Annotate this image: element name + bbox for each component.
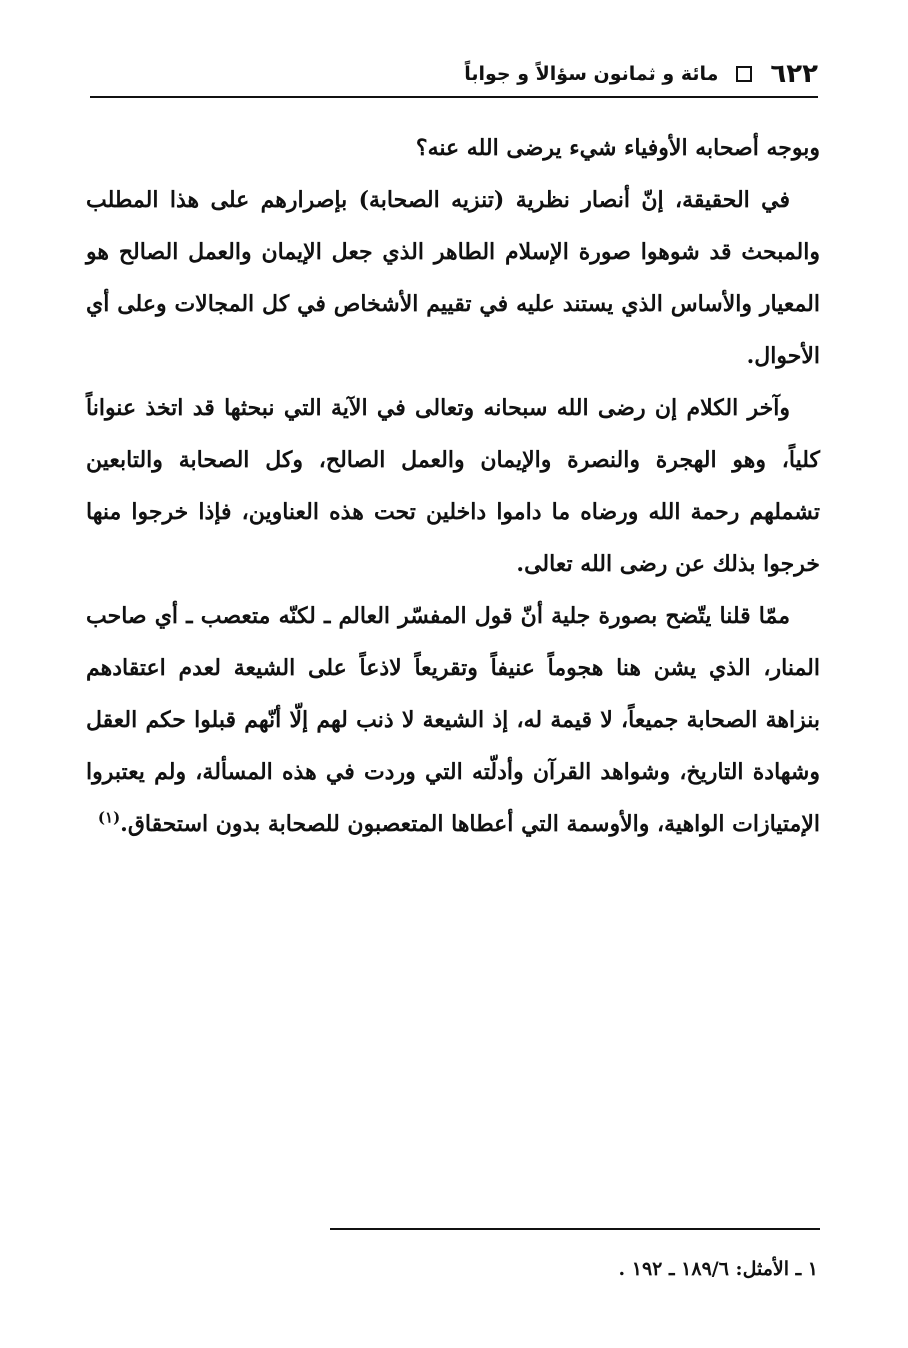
main-text — [86, 122, 820, 850]
footnote-divider — [330, 1228, 820, 1230]
page-number: ٦٢٢ — [770, 59, 818, 89]
paragraph-4-text: ممّا قلنا يتّضح بصورة جلية أنّ قول المفسّر العالم ـ لكنّه متعصب ـ أي صاحب المنار، الذي يشن هنا هجوماً عنيفاً وتقريعاً لاذعاً على الشيعة لعدم اعتقادهم بنزاهة الصحابة جميعاً، لا قيمة له، إذ الشيعة لا ذنب لهم إلّا أنّهم قبلوا حكم العقل وشهادة التاريخ، وشواهد القرآن وأدلّته التي وردت في هذه المسألة، ولم يعتبروا الإمتيازات الواهية، والأوسمة التي أعطاها المتعصبون للصحابة بدون استحقاق. — [86, 603, 820, 837]
square-box-icon — [736, 66, 752, 82]
footnote: ١ ـ الأمثل: ١٨٩/٦ ـ ١٩٢ . — [618, 1258, 818, 1280]
footnote-reference[interactable]: (١) — [97, 808, 121, 827]
header-divider — [90, 96, 818, 98]
running-header — [90, 54, 818, 94]
paragraph-4 — [86, 590, 820, 850]
paragraph-2: في الحقيقة، إنّ أنصار نظرية (تنزيه الصحابة) بإصرارهم على هذا المطلب والمبحث قد شوهوا صورة الإسلام الطاهر الذي جعل الإيمان والعمل الصالح هو المعيار والأساس الذي يستند عليه في تقييم الأشخاص في كل المجالات وعلى أي الأحوال. — [86, 187, 820, 369]
book-title: مائة و ثمانون سؤالاً و جواباً — [464, 63, 719, 85]
paragraph-3: وآخر الكلام إن رضى الله سبحانه وتعالى في الآية التي نبحثها قد اتخذ عنواناً كلياً، وهو الهجرة والنصرة والإيمان والعمل الصالح، وكل الصحابة والتابعين تشملهم رحمة الله ورضاه ما داموا داخلين تحت هذه العناوين، فإذا خرجوا منها خرجوا بذلك عن رضى الله تعالى. — [86, 395, 820, 577]
paragraph-1: وبوجه أصحابه الأوفياء شيء يرضى الله عنه؟ — [415, 135, 820, 161]
